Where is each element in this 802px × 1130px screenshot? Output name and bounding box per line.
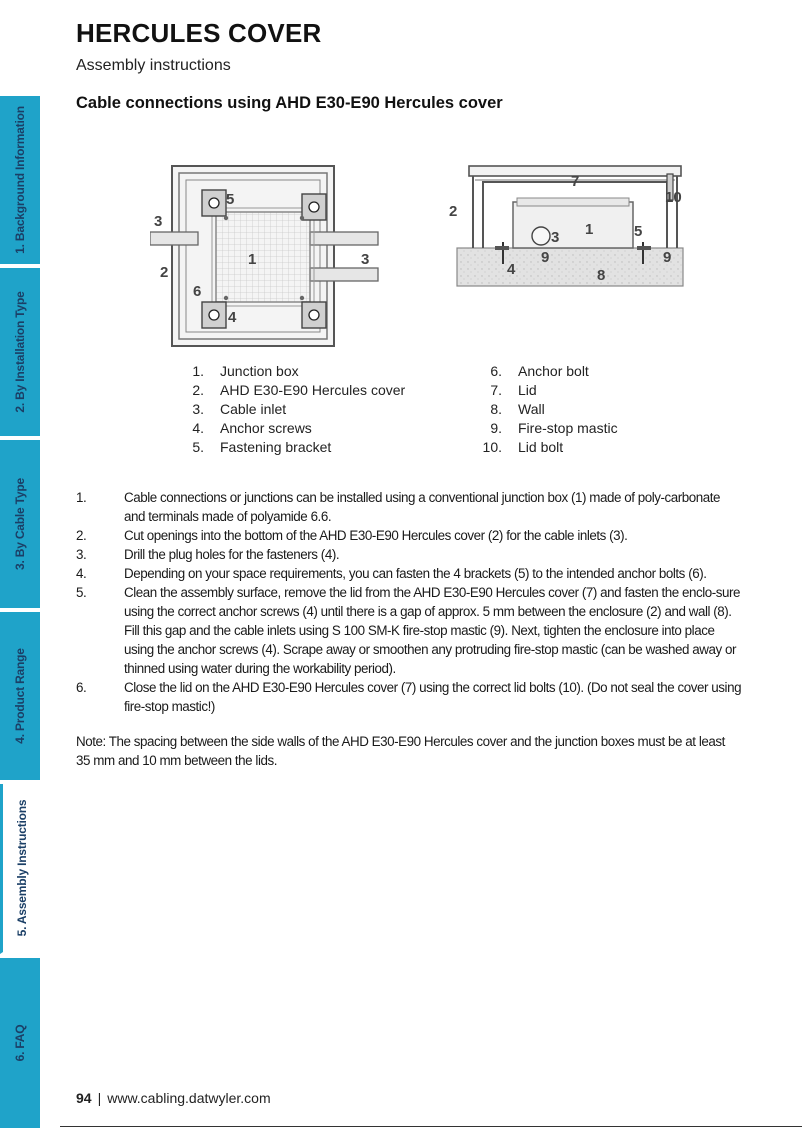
tab-background-information[interactable] — [0, 96, 40, 266]
step-number: 6. — [76, 680, 87, 695]
callout-label: 3 — [154, 213, 163, 230]
footer-separator: | — [97, 1090, 102, 1106]
legend-item — [470, 438, 618, 457]
callout-label: 1 — [248, 251, 257, 268]
callout-label: 1 — [585, 221, 594, 238]
step-text: Cable connections or junctions can be installed using a conventional junction box (1) made of poly-carbonate and terminals made of polyamide 6.6. — [124, 490, 721, 524]
legend-text: Junction box — [220, 363, 299, 379]
junction-box — [216, 212, 310, 302]
anchor-bolt — [209, 310, 219, 320]
fire-stop-mastic — [495, 246, 509, 250]
legend-number: 8. — [490, 401, 502, 417]
legend-item — [172, 400, 405, 419]
step-item — [76, 583, 742, 678]
legend-item — [172, 438, 405, 457]
legend-text: Anchor bolt — [518, 363, 589, 379]
legend-item — [470, 381, 618, 400]
tab-label: 2. By Installation Type — [13, 291, 27, 413]
assembly-steps — [76, 488, 742, 716]
legend-text: Fire-stop mastic — [518, 420, 618, 436]
tab-label: 3. By Cable Type — [13, 478, 27, 570]
tab-label: 6. FAQ — [13, 1024, 27, 1062]
legend-number: 4. — [192, 420, 204, 436]
tab-faq[interactable] — [0, 958, 40, 1130]
section-view-diagram — [445, 162, 690, 292]
callout-label: 2 — [449, 203, 458, 220]
step-number: 1. — [76, 490, 87, 505]
legend-text: AHD E30-E90 Hercules cover — [220, 382, 406, 398]
step-text: Close the lid on the AHD E30-E90 Hercules cover (7) using the correct lid bolts (10). (Do not seal the cover using fire-stop mastic!) — [124, 680, 742, 714]
legend-number: 1. — [192, 363, 204, 379]
step-item — [76, 564, 742, 583]
legend-number: 10. — [482, 439, 502, 455]
section-heading: Cable connections using AHD E30-E90 Hercules cover — [76, 94, 503, 112]
tab-assembly-instructions[interactable] — [0, 784, 40, 954]
legend-item — [172, 381, 405, 400]
wall — [457, 248, 683, 286]
legend-number: 6. — [490, 363, 502, 379]
step-text: Drill the plug holes for the fasteners (4). — [124, 547, 340, 562]
callout-label: 9 — [541, 249, 550, 266]
step-item — [76, 526, 742, 545]
callout-label: 9 — [663, 249, 672, 266]
callout-label: 3 — [551, 229, 560, 246]
legend-number: 9. — [490, 420, 502, 436]
tab-by-installation-type[interactable] — [0, 268, 40, 438]
callout-label: 4 — [507, 261, 516, 278]
callout-label: 5 — [634, 223, 643, 240]
callout-label: 6 — [193, 283, 202, 300]
callout-label: 5 — [226, 191, 235, 208]
page-title: HERCULES COVER — [76, 18, 322, 48]
legend-item — [470, 419, 618, 438]
legend-number: 3. — [192, 401, 204, 417]
tab-product-range[interactable] — [0, 612, 40, 782]
legend-text: Lid bolt — [518, 439, 564, 455]
legend-item — [470, 362, 618, 381]
page-subtitle: Assembly instructions — [76, 57, 231, 74]
callout-label: 3 — [361, 251, 370, 268]
page-footer — [76, 1090, 271, 1106]
callout-label: 2 — [160, 264, 169, 281]
step-number: 4. — [76, 566, 87, 581]
tab-label: 4. Product Range — [13, 648, 27, 744]
step-number: 3. — [76, 547, 87, 562]
anchor-bolt — [309, 202, 319, 212]
step-text: Cut openings into the bottom of the AHD E30-E90 Hercules cover (2) for the cable inlets (3). — [124, 528, 628, 543]
callout-label: 4 — [228, 309, 237, 326]
step-text: Clean the assembly surface, remove the lid from the AHD E30-E90 Hercules cover (7) and fasten the enclo-sure using the correct anchor screws (4) until there is a gap of approx. 5 mm between the enclosure (2) and wall (8). Fill this gap and the cable inlets using S 100 SM-K fire-stop mastic (9). Next, tighten the enclosure into place using the anchor screws (4). Scrape away or smoothen any protruding fire-stop mastic (can be washed away or thinned using water during the workability period). — [124, 585, 741, 676]
tab-by-cable-type[interactable] — [0, 440, 40, 610]
legend-text: Cable inlet — [220, 401, 287, 417]
legend-number: 2. — [192, 382, 204, 398]
top-view-diagram — [150, 160, 385, 352]
legend-number: 5. — [192, 439, 204, 455]
cable-inlet-left — [150, 232, 198, 245]
tab-label: 1. Background Information — [13, 106, 27, 254]
step-item — [76, 678, 742, 716]
step-item — [76, 488, 742, 526]
legend-item — [470, 400, 618, 419]
step-text: Depending on your space requirements, you can fasten the 4 brackets (5) to the intended anchor bolts (6). — [124, 566, 707, 581]
junction-box — [513, 202, 633, 248]
legend-text: Lid — [518, 382, 537, 398]
legend-text: Wall — [518, 401, 545, 417]
cable-inlet-right-lower — [310, 268, 378, 281]
legend-text: Anchor screws — [220, 420, 312, 436]
callout-label: 10 — [665, 189, 682, 206]
anchor-bolt — [209, 198, 219, 208]
step-item — [76, 545, 742, 564]
cable-inlet — [532, 227, 550, 245]
step-number: 5. — [76, 585, 87, 600]
legend-number: 7. — [490, 382, 502, 398]
page-number: 94 — [76, 1090, 92, 1106]
legend-item — [172, 419, 405, 438]
legend-text: Fastening bracket — [220, 439, 332, 455]
step-number: 2. — [76, 528, 87, 543]
cable-inlet-right — [310, 232, 378, 245]
fire-stop-mastic — [637, 246, 651, 250]
tab-label: 5. Assembly Instructions — [14, 799, 29, 937]
callout-label: 8 — [597, 267, 606, 284]
website-link[interactable]: www.cabling.datwyler.com — [107, 1090, 271, 1106]
bottom-divider — [60, 1126, 802, 1127]
callout-label: 7 — [571, 173, 580, 190]
anchor-bolt — [309, 310, 319, 320]
spacing-note: Note: The spacing between the side walls of the AHD E30-E90 Hercules cover and the junction boxes must be at least 35 mm and 10 mm between the lids. — [76, 734, 725, 768]
legend-right — [470, 362, 618, 457]
legend-item — [172, 362, 405, 381]
legend-left — [172, 362, 405, 457]
